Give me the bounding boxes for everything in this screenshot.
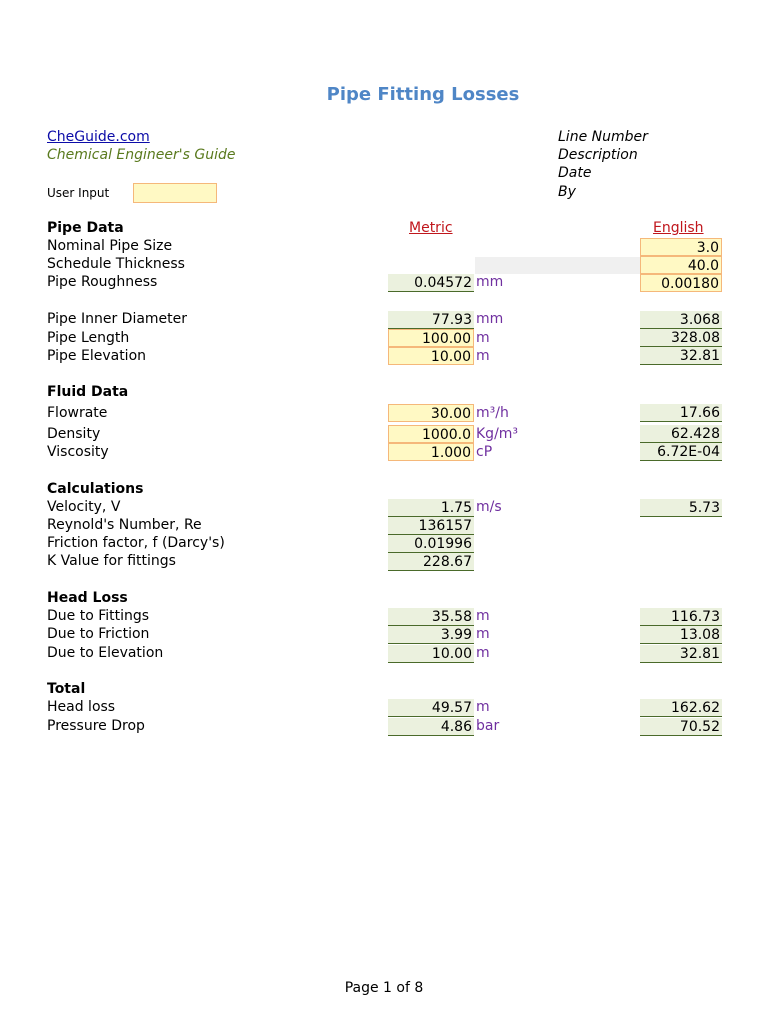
row-label-nominal-pipe-size: Nominal Pipe Size [47, 238, 173, 254]
unit-pipe-length: m [476, 330, 490, 346]
metric-head-loss: 49.57 [388, 699, 474, 717]
row-label-due-to-elevation: Due to Elevation [47, 645, 164, 661]
english-due-to-fittings: 116.73 [640, 608, 722, 626]
meta-date: Date [558, 165, 592, 181]
section-total: Total [47, 681, 86, 697]
english-head-loss: 162.62 [640, 699, 722, 717]
section-pipe-data: Pipe Data [47, 220, 124, 236]
page-title: Pipe Fitting Losses [326, 84, 520, 105]
metric-velocity: 1.75 [388, 499, 474, 517]
user-input-label: User Input [47, 186, 110, 200]
unit-head-loss: m [476, 699, 490, 715]
row-label-head-loss: Head loss [47, 699, 116, 715]
row-label-schedule-thickness: Schedule Thickness [47, 256, 185, 272]
english-schedule-thickness-input[interactable]: 40.0 [640, 256, 722, 274]
unit-due-to-fittings: m [476, 608, 490, 624]
metric-due-to-friction: 3.99 [388, 626, 474, 644]
row-label-pipe-inner-diameter: Pipe Inner Diameter [47, 311, 188, 327]
english-pipe-length: 328.08 [640, 329, 722, 347]
row-label-flowrate: Flowrate [47, 405, 108, 421]
english-density: 62.428 [640, 425, 722, 443]
row-label-velocity: Velocity, V [47, 499, 121, 515]
row-label-reynolds-number: Reynold's Number, Re [47, 517, 202, 533]
english-pipe-roughness-input[interactable]: 0.00180 [640, 274, 722, 292]
meta-description: Description [558, 147, 638, 163]
english-pressure-drop: 70.52 [640, 718, 722, 736]
site-subtitle: Chemical Engineer's Guide [47, 147, 236, 163]
unit-pipe-roughness: mm [476, 274, 504, 290]
site-link[interactable]: CheGuide.com [47, 129, 150, 145]
section-head-loss: Head Loss [47, 590, 128, 606]
unit-pipe-elevation: m [476, 348, 490, 364]
column-english: English [653, 220, 704, 236]
row-label-pipe-elevation: Pipe Elevation [47, 348, 147, 364]
section-calculations: Calculations [47, 481, 144, 497]
schedule-shaded-area [475, 257, 640, 274]
unit-due-to-elevation: m [476, 645, 490, 661]
unit-density: Kg/m³ [476, 426, 519, 442]
english-velocity: 5.73 [640, 499, 722, 517]
english-viscosity: 6.72E-04 [640, 443, 722, 461]
row-label-due-to-friction: Due to Friction [47, 626, 150, 642]
row-label-density: Density [47, 426, 101, 442]
metric-pressure-drop: 4.86 [388, 718, 474, 736]
column-metric: Metric [409, 220, 453, 236]
metric-due-to-elevation: 10.00 [388, 645, 474, 663]
metric-pipe-inner-diameter: 77.93 [388, 311, 474, 329]
unit-flowrate: m³/h [476, 405, 509, 421]
english-nominal-pipe-size-input[interactable]: 3.0 [640, 238, 722, 256]
english-pipe-elevation: 32.81 [640, 347, 722, 365]
metric-pipe-roughness: 0.04572 [388, 274, 474, 292]
meta-by: By [558, 184, 576, 200]
row-label-pipe-roughness: Pipe Roughness [47, 274, 158, 290]
metric-due-to-fittings: 35.58 [388, 608, 474, 626]
section-fluid-data: Fluid Data [47, 384, 129, 400]
meta-line-number: Line Number [558, 129, 648, 145]
metric-friction-factor: 0.01996 [388, 535, 474, 553]
user-input-legend-swatch [133, 183, 217, 203]
metric-reynolds-number: 136157 [388, 517, 474, 535]
unit-viscosity: cP [476, 444, 493, 460]
metric-flowrate-input[interactable]: 30.00 [388, 404, 474, 422]
row-label-k-value: K Value for fittings [47, 553, 176, 569]
row-label-viscosity: Viscosity [47, 444, 109, 460]
metric-pipe-elevation-input[interactable]: 10.00 [388, 347, 474, 365]
row-label-pressure-drop: Pressure Drop [47, 718, 145, 734]
unit-pressure-drop: bar [476, 718, 500, 734]
metric-density-input[interactable]: 1000.0 [388, 425, 474, 443]
metric-k-value: 228.67 [388, 553, 474, 571]
english-due-to-elevation: 32.81 [640, 645, 722, 663]
unit-pipe-inner-diameter: mm [476, 311, 504, 327]
english-due-to-friction: 13.08 [640, 626, 722, 644]
english-flowrate: 17.66 [640, 404, 722, 422]
english-pipe-inner-diameter: 3.068 [640, 311, 722, 329]
row-label-due-to-fittings: Due to Fittings [47, 608, 150, 624]
unit-velocity: m/s [476, 499, 502, 515]
metric-pipe-length-input[interactable]: 100.00 [388, 329, 474, 347]
page-number: Page 1 of 8 [344, 980, 424, 996]
row-label-friction-factor: Friction factor, f (Darcy's) [47, 535, 225, 551]
unit-due-to-friction: m [476, 626, 490, 642]
row-label-pipe-length: Pipe Length [47, 330, 130, 346]
metric-viscosity-input[interactable]: 1.000 [388, 443, 474, 461]
